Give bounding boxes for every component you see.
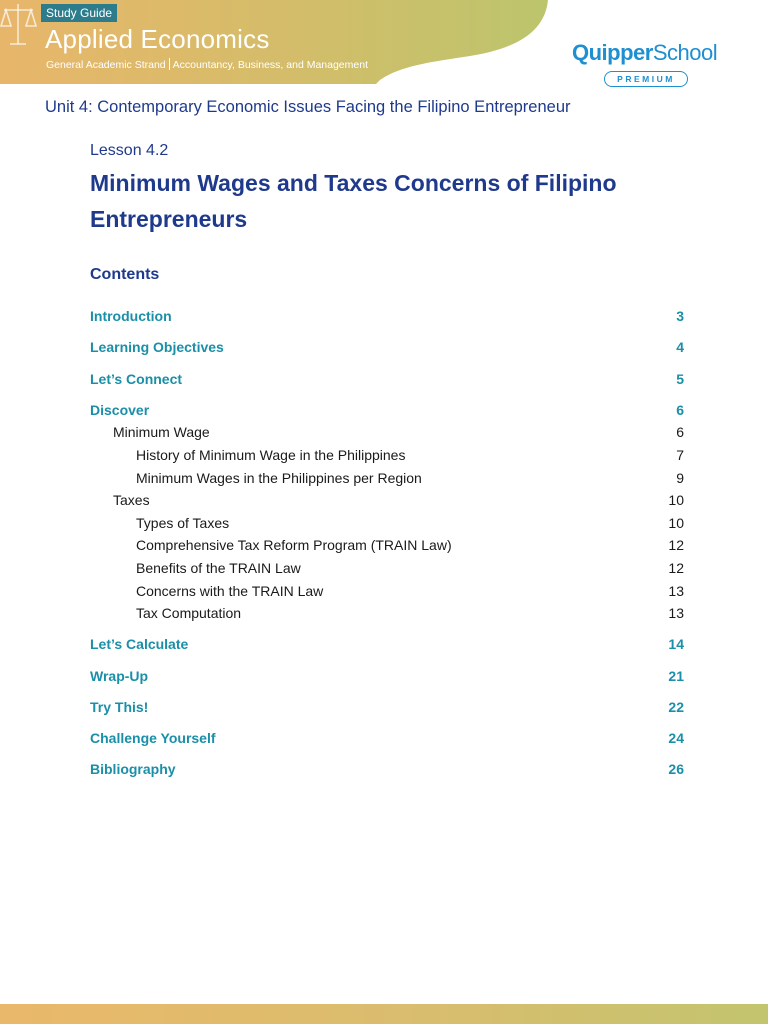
unit-title: Unit 4: Contemporary Economic Issues Facing the Filipino Entrepreneur xyxy=(45,98,571,116)
subtitle-strand: General Academic Strand xyxy=(46,59,166,71)
toc-entry-introduction[interactable]: Introduction 3 xyxy=(90,308,684,325)
toc-page: 6 xyxy=(676,401,684,418)
toc-entry-wrap-up[interactable]: Wrap-Up 21 xyxy=(90,667,684,684)
toc-entry-discover[interactable]: Discover 6 xyxy=(90,401,684,418)
toc-entry-tax-computation[interactable]: Tax Computation 13 xyxy=(136,605,684,622)
footer-band xyxy=(0,1004,768,1024)
toc-entry-challenge-yourself[interactable]: Challenge Yourself 24 xyxy=(90,729,684,746)
toc-entry-benefits-train-law[interactable]: Benefits of the TRAIN Law 12 xyxy=(136,560,684,577)
toc-page: 9 xyxy=(676,469,684,486)
toc-entry-minimum-wages-per-region[interactable]: Minimum Wages in the Philippines per Region 9 xyxy=(136,469,684,486)
toc-entry-bibliography[interactable]: Bibliography 26 xyxy=(90,761,684,778)
toc-page: 12 xyxy=(668,560,684,577)
table-of-contents xyxy=(90,305,684,780)
toc-page: 4 xyxy=(676,339,684,356)
toc-entry-taxes[interactable]: Taxes 10 xyxy=(113,492,684,509)
subtitle-track: Accountancy, Business, and Management xyxy=(172,59,368,71)
toc-page: 5 xyxy=(676,370,684,387)
toc-page: 10 xyxy=(668,514,684,531)
toc-entry-try-this[interactable]: Try This! 22 xyxy=(90,698,684,715)
lesson-title: Minimum Wages and Taxes Concerns of Filipino Entrepreneurs xyxy=(90,170,617,232)
toc-page: 6 xyxy=(676,424,684,441)
course-subtitle xyxy=(46,58,368,71)
study-guide-badge: Study Guide xyxy=(41,4,117,22)
toc-page: 21 xyxy=(668,667,684,684)
subtitle-divider xyxy=(169,58,170,70)
toc-entry-types-of-taxes[interactable]: Types of Taxes 10 xyxy=(136,514,684,531)
toc-page: 13 xyxy=(668,605,684,622)
course-title: Applied Economics xyxy=(45,24,270,54)
toc-entry-history-minimum-wage[interactable]: History of Minimum Wage in the Philippines 7 xyxy=(136,447,684,464)
toc-page: 7 xyxy=(676,447,684,464)
brand-name: QuipperSchool xyxy=(572,40,718,65)
toc-entry-train-law[interactable]: Comprehensive Tax Reform Program (TRAIN Law) 12 xyxy=(136,537,684,554)
toc-page: 14 xyxy=(668,636,684,653)
contents-heading: Contents xyxy=(90,266,160,283)
toc-entry-lets-connect[interactable]: Let’s Connect 5 xyxy=(90,370,684,387)
toc-entry-learning-objectives[interactable]: Learning Objectives 4 xyxy=(90,339,684,356)
balance-scale-icon xyxy=(0,0,38,50)
toc-page: 10 xyxy=(668,492,684,509)
toc-page: 12 xyxy=(668,537,684,554)
lesson-label: Lesson 4.2 xyxy=(90,142,169,159)
toc-entry-concerns-train-law[interactable]: Concerns with the TRAIN Law 13 xyxy=(136,582,684,599)
quipper-school-logo xyxy=(572,40,732,84)
toc-page: 24 xyxy=(668,729,684,746)
toc-page: 26 xyxy=(668,761,684,778)
brand-tier-pill: PREMIUM xyxy=(604,71,688,87)
toc-page: 13 xyxy=(668,582,684,599)
toc-entry-minimum-wage[interactable]: Minimum Wage 6 xyxy=(113,424,684,441)
toc-page: 3 xyxy=(676,308,684,325)
toc-entry-lets-calculate[interactable]: Let’s Calculate 14 xyxy=(90,636,684,653)
toc-page: 22 xyxy=(668,698,684,715)
